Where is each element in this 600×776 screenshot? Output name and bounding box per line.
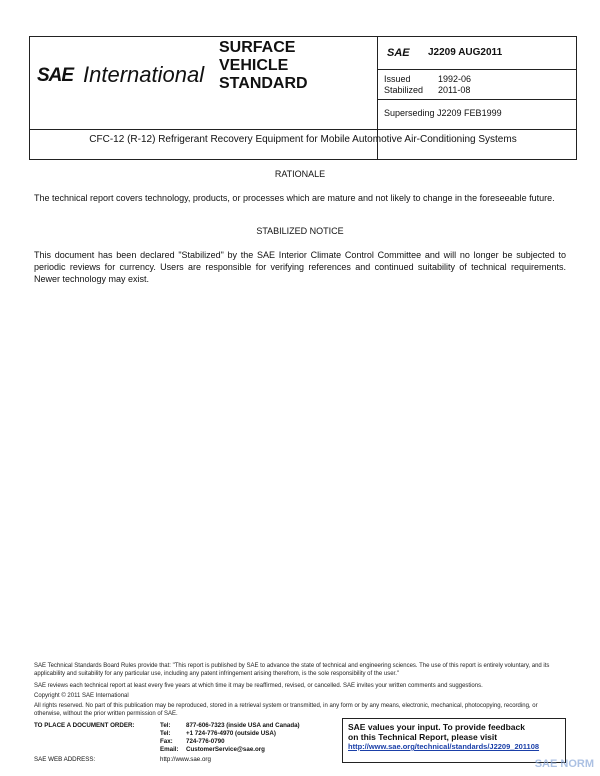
standard-type-line: STANDARD: [219, 75, 308, 92]
header-divider: [377, 69, 577, 70]
stabilized-text: This document has been declared "Stabilized" by the SAE Interior Climate Control Committee and will no longer be subjected to periodic reviews for currency. Users are responsible for verifying references and continued suitability of technical requirements. Newer technology may exist.: [34, 250, 566, 284]
standard-type-line: VEHICLE: [219, 57, 289, 74]
footer-review: SAE reviews each technical report at least every five years at which time it may be reaffirmed, revised, or cancelled. SAE invites your written comments and suggestions.: [34, 683, 483, 689]
stabilized-value: 2011-08: [438, 85, 471, 95]
stabilized-heading: STABILIZED NOTICE: [256, 226, 344, 236]
tel2-label: Tel:: [160, 730, 171, 737]
issued-label: Issued: [384, 74, 411, 84]
sae-logo: SAE: [37, 65, 74, 86]
footer-policy: SAE Technical Standards Board Rules provide that: "This report is published by SAE to advance the state of technical and engineering sciences. The use of this report is entirely voluntary, and its applicability and suitability for any particular use, including any patent infringement arising therefrom, is the sole responsibility of the user.": [34, 663, 550, 677]
fax-label: Fax:: [160, 738, 173, 745]
document-id: J2209 AUG2011: [428, 47, 503, 58]
web-label: SAE WEB ADDRESS:: [34, 756, 96, 763]
order-label: TO PLACE A DOCUMENT ORDER:: [34, 722, 135, 729]
tel2-value: +1 724-776-4970 (outside USA): [186, 730, 276, 737]
header-divider: [30, 129, 576, 130]
tel-value: 877-606-7323 (inside USA and Canada): [186, 722, 300, 729]
superseding: Superseding J2209 FEB1999: [384, 108, 502, 118]
feedback-line: on this Technical Report, please visit: [348, 732, 498, 742]
fax-value: 724-776-0790: [186, 738, 225, 745]
feedback-line: SAE values your input. To provide feedback: [348, 722, 525, 732]
document-title: CFC-12 (R-12) Refrigerant Recovery Equipment for Mobile Automotive Air-Conditioning Systems: [89, 134, 517, 145]
stabilized-label: Stabilized: [384, 85, 424, 95]
email-label: Email:: [160, 746, 179, 753]
email-link[interactable]: CustomerService@sae.org: [186, 746, 265, 753]
feedback-box: [342, 718, 566, 763]
header-box: [29, 36, 577, 160]
watermark-logo: SAE NORM: [534, 758, 594, 770]
standard-type: [219, 39, 369, 93]
rationale-heading: RATIONALE: [274, 169, 326, 179]
web-link[interactable]: http://www.sae.org: [160, 756, 211, 763]
standard-type-line: SURFACE: [219, 39, 296, 56]
issued-value: 1992-06: [438, 74, 472, 84]
header-divider: [377, 99, 577, 100]
tel-label: Tel:: [160, 722, 171, 729]
sae-logo-international: International: [83, 62, 205, 87]
rationale-text: The technical report covers technology, products, or processes which are mature and not likely to change in the foreseeable future.: [34, 193, 555, 203]
sae-mark: SAE: [387, 47, 410, 59]
footer-copyright: Copyright © 2011 SAE International: [34, 693, 129, 699]
footer-rights: All rights reserved. No part of this publication may be reproduced, stored in a retrieval system or transmitted, in any form or by any means, electronic, mechanical, photocopying, recording, or otherwise, without the prior written permission of SAE.: [34, 703, 538, 717]
feedback-link[interactable]: http://www.sae.org/technical/standards/J2209_201108: [348, 742, 540, 751]
